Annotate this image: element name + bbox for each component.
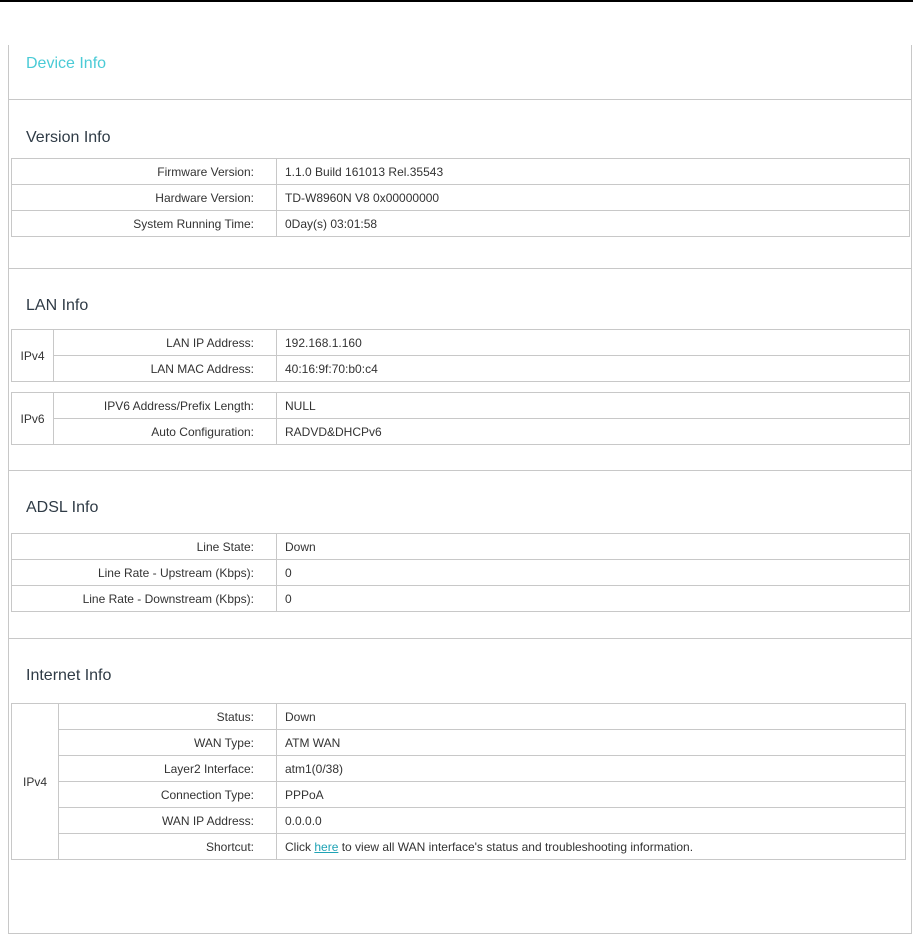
- divider: [8, 99, 912, 100]
- upstream-rate-value: 0: [277, 560, 910, 586]
- table-row: [12, 419, 910, 445]
- table-row: [12, 586, 910, 612]
- adsl-info-table: [11, 533, 910, 612]
- table-row: [12, 159, 910, 185]
- lan-ip-address-value: 192.168.1.160: [277, 330, 910, 356]
- table-row: [12, 834, 906, 860]
- divider: [8, 268, 912, 269]
- table-row: [12, 730, 906, 756]
- layer2-interface-value: atm1(0/38): [277, 756, 906, 782]
- internet-ipv4-group-label: IPv4: [12, 704, 59, 860]
- wan-ip-address-value: 0.0.0.0: [277, 808, 906, 834]
- system-running-time-label: System Running Time:: [12, 211, 277, 237]
- auto-configuration-value: RADVD&DHCPv6: [277, 419, 910, 445]
- table-row: [12, 393, 910, 419]
- wan-type-label: WAN Type:: [59, 730, 277, 756]
- wan-type-value: ATM WAN: [277, 730, 906, 756]
- lan-info-title: LAN Info: [26, 297, 89, 314]
- status-value: Down: [277, 704, 906, 730]
- internet-info-table: [11, 703, 906, 860]
- lan-ipv4-group-label: IPv4: [12, 330, 54, 382]
- shortcut-suffix-text: to view all WAN interface's status and troubleshooting information.: [338, 839, 694, 854]
- lan-ip-address-label: LAN IP Address:: [54, 330, 277, 356]
- lan-mac-address-value: 40:16:9f:70:b0:c4: [277, 356, 910, 382]
- shortcut-value: [277, 834, 906, 860]
- table-row: [12, 704, 906, 730]
- firmware-version-label: Firmware Version:: [12, 159, 277, 185]
- lan-ipv4-table: [11, 329, 910, 382]
- hardware-version-value: TD-W8960N V8 0x00000000: [277, 185, 910, 211]
- ipv6-prefix-value: NULL: [277, 393, 910, 419]
- status-label: Status:: [59, 704, 277, 730]
- downstream-rate-value: 0: [277, 586, 910, 612]
- table-row: [12, 808, 906, 834]
- shortcut-label: Shortcut:: [59, 834, 277, 860]
- lan-ipv6-table: [11, 392, 910, 445]
- divider: [8, 638, 912, 639]
- line-state-value: Down: [277, 534, 910, 560]
- table-row: [12, 560, 910, 586]
- version-info-title: Version Info: [26, 129, 111, 146]
- table-row: [12, 356, 910, 382]
- divider: [8, 470, 912, 471]
- internet-info-title: Internet Info: [26, 667, 112, 684]
- table-row: [12, 756, 906, 782]
- upstream-rate-label: Line Rate - Upstream (Kbps):: [12, 560, 277, 586]
- adsl-info-title: ADSL Info: [26, 499, 99, 516]
- table-row: [12, 782, 906, 808]
- table-row: [12, 330, 910, 356]
- system-running-time-value: 0Day(s) 03:01:58: [277, 211, 910, 237]
- wan-ip-address-label: WAN IP Address:: [59, 808, 277, 834]
- line-state-label: Line State:: [12, 534, 277, 560]
- lan-mac-address-label: LAN MAC Address:: [54, 356, 277, 382]
- downstream-rate-label: Line Rate - Downstream (Kbps):: [12, 586, 277, 612]
- top-border: [0, 0, 913, 2]
- connection-type-label: Connection Type:: [59, 782, 277, 808]
- auto-configuration-label: Auto Configuration:: [54, 419, 277, 445]
- shortcut-prefix-text: Click: [285, 839, 315, 854]
- wan-status-here-link[interactable]: here: [314, 839, 339, 854]
- ipv6-prefix-label: IPV6 Address/Prefix Length:: [54, 393, 277, 419]
- lan-ipv6-group-label: IPv6: [12, 393, 54, 445]
- layer2-interface-label: Layer2 Interface:: [59, 756, 277, 782]
- table-row: [12, 211, 910, 237]
- hardware-version-label: Hardware Version:: [12, 185, 277, 211]
- table-row: [12, 185, 910, 211]
- firmware-version-value: 1.1.0 Build 161013 Rel.35543: [277, 159, 910, 185]
- connection-type-value: PPPoA: [277, 782, 906, 808]
- page-title: Device Info: [26, 55, 107, 72]
- version-info-table: [11, 158, 910, 237]
- table-row: [12, 534, 910, 560]
